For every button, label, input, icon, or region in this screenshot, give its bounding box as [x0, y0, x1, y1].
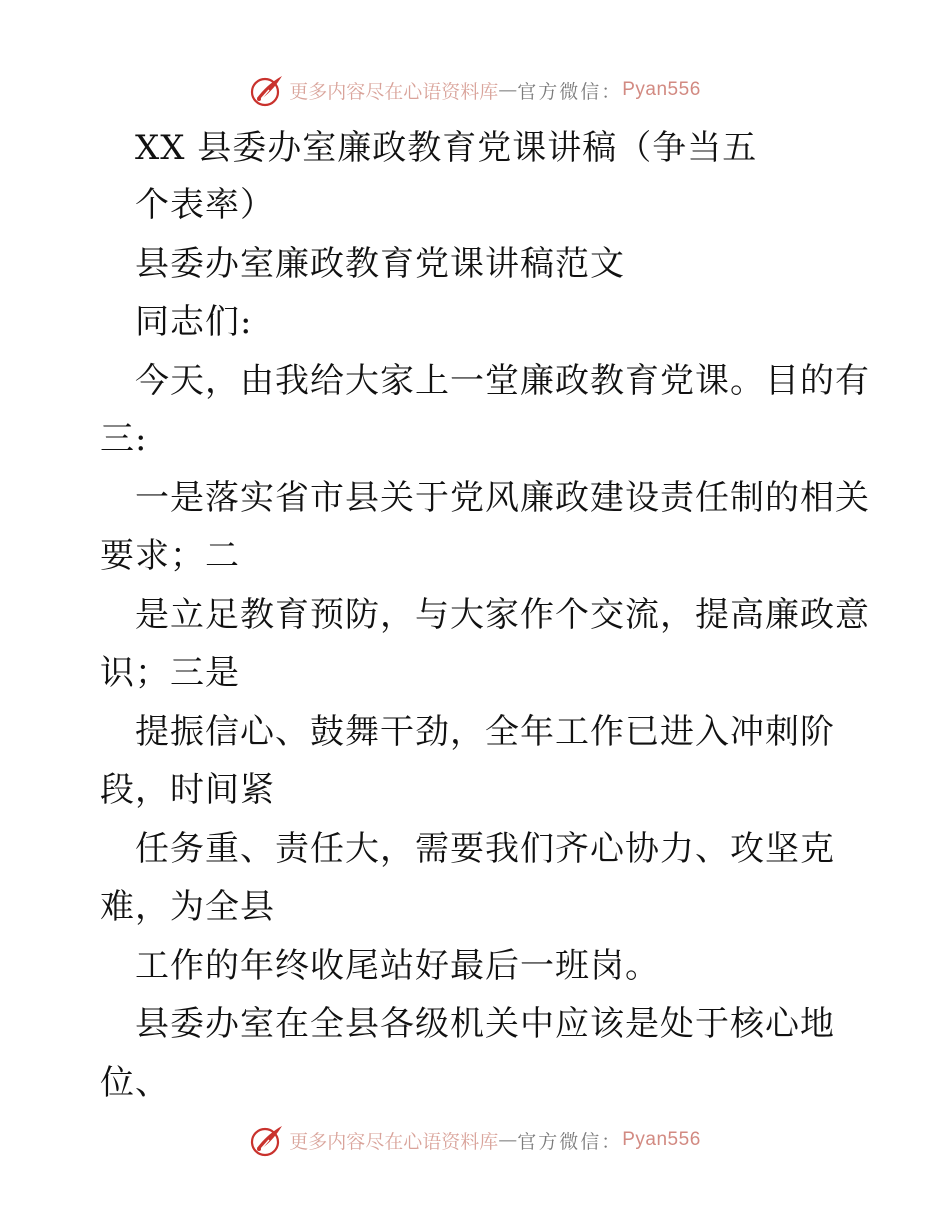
paragraph-line: 要求；二	[100, 536, 240, 576]
header-watermark	[0, 70, 950, 110]
paragraph-line: 是立足教育预防，与大家作个交流，提高廉政意	[135, 595, 870, 635]
watermark-brand-text: 更多内容尽在心语资料库	[289, 1130, 499, 1153]
quill-pen-logo-icon	[249, 72, 285, 108]
watermark-wechat-handle: Pyan556	[622, 79, 701, 100]
watermark-wechat-label: 官方微信：	[517, 1130, 623, 1153]
paragraph-line: 今天，由我给大家上一堂廉政教育党课。目的有	[135, 361, 870, 401]
watermark-wechat-handle: Pyan556	[622, 1129, 701, 1150]
watermark-brand-text: 更多内容尽在心语资料库	[289, 80, 499, 103]
paragraph-line: 三:	[100, 419, 148, 459]
watermark-dash: —	[498, 79, 518, 101]
salutation: 同志们:	[135, 302, 253, 342]
paragraph-line: 难，为全县	[100, 887, 275, 927]
paragraph-line: 位、	[100, 1063, 170, 1103]
paragraph-line: 段，时间紧	[100, 770, 275, 810]
document-subtitle: 县委办室廉政教育党课讲稿范文	[135, 244, 625, 284]
quill-pen-logo-icon	[249, 1122, 285, 1158]
document-title-line-2: 个表率）	[135, 185, 275, 225]
paragraph-line: 提振信心、鼓舞干劲，全年工作已进入冲刺阶	[135, 712, 835, 752]
paragraph-line: 任务重、责任大，需要我们齐心协力、攻坚克	[135, 829, 835, 869]
paragraph-line: 县委办室在全县各级机关中应该是处于核心地	[135, 1004, 835, 1044]
paragraph-line: 工作的年终收尾站好最后一班岗。	[135, 946, 660, 986]
watermark-wechat-label: 官方微信：	[517, 80, 623, 103]
footer-watermark	[0, 1120, 950, 1160]
document-title-line-1: XX 县委办室廉政教育党课讲稿（争当五	[135, 128, 758, 168]
paragraph-line: 一是落实省市县关于党风廉政建设责任制的相关	[135, 478, 870, 518]
paragraph-line: 识；三是	[100, 653, 240, 693]
watermark-dash: —	[498, 1129, 518, 1151]
